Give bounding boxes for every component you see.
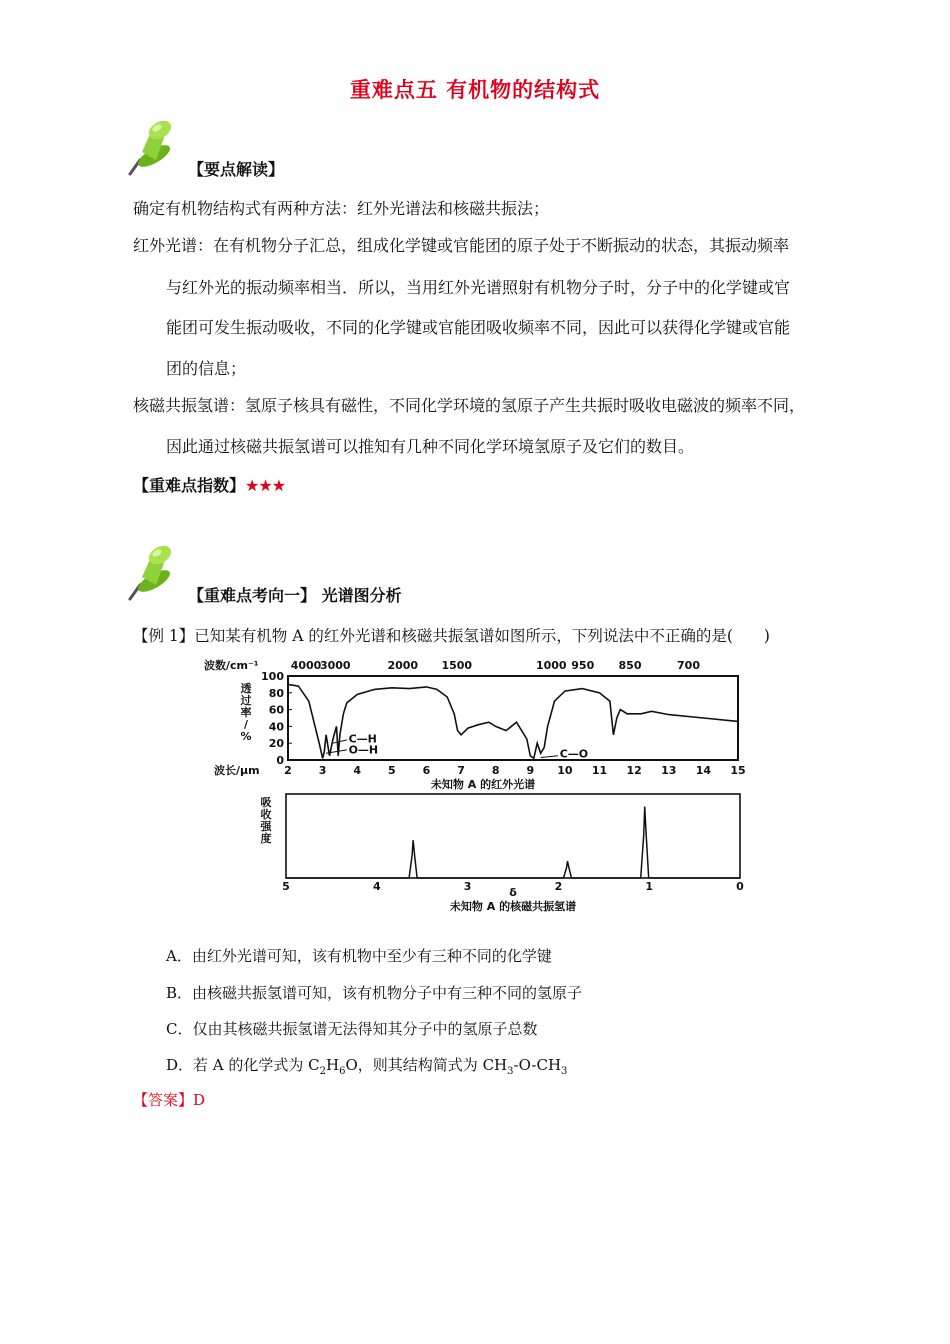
section-heading-key-points: 【要点解读】 xyxy=(188,160,285,179)
ir-top-tick-label: 950 xyxy=(571,659,595,672)
ir-x-tick-label: 5 xyxy=(388,764,396,777)
ir-x-tick-label: 6 xyxy=(422,764,431,777)
difficulty-stars: ★★★ xyxy=(245,476,286,495)
ir-y-tick-label: 20 xyxy=(268,737,284,751)
pushpin-icon xyxy=(122,541,182,601)
option-d-sub: 3 xyxy=(561,1066,568,1077)
ir-top-tick-label: 4000 xyxy=(290,659,322,672)
option-d-sub: 2 xyxy=(319,1066,327,1077)
ir-annotation-co: C—O xyxy=(559,747,589,761)
ir-top-tick-label: 3000 xyxy=(319,659,351,672)
page-title: 重难点五 有机物的结构式 xyxy=(349,78,601,102)
ir-y-axis-label-char: 透 xyxy=(240,682,252,695)
ir-top-axis-label: 波数/cm⁻¹ xyxy=(204,659,259,672)
ir-y-axis-label-char: 过 xyxy=(240,694,252,707)
difficulty-label: 【重难点指数】 xyxy=(133,476,246,495)
ir-x-tick-label: 12 xyxy=(626,764,642,777)
option-d-sub: 6 xyxy=(339,1066,346,1077)
ir-text-line: 与红外光的振动频率相当．所以，当用红外光谱照射有机物分子时，分子中的化学键或官 xyxy=(166,278,791,297)
ir-y-axis-label-char: / xyxy=(243,718,249,731)
ir-x-tick-label: 14 xyxy=(695,764,712,777)
option-d-text: O，则其结构简式为 CH xyxy=(345,1056,508,1074)
ir-y-axis-label-char: 率 xyxy=(240,706,252,719)
ir-y-tick-label: 80 xyxy=(268,686,284,700)
option-d-text: D．若 A 的化学式为 C xyxy=(166,1056,320,1074)
ir-x-tick-label: 11 xyxy=(591,764,608,777)
ir-y-tick-label: 100 xyxy=(261,670,284,683)
option-c: C．仅由其核磁共振氢谱无法得知其分子中的氢原子总数 xyxy=(166,1020,538,1038)
ir-y-axis-label-char: % xyxy=(240,730,252,743)
nmr-text-line: 因此通过核磁共振氢谱可以推知有几种不同化学环境氢原子及它们的数目。 xyxy=(166,437,695,456)
intro-text: 确定有机物结构式有两种方法：红外光谱法和核磁共振法； xyxy=(133,199,550,218)
option-d xyxy=(166,1054,567,1077)
option-d-text: -O-CH xyxy=(513,1056,562,1074)
option-d-sub: 3 xyxy=(507,1066,514,1077)
nmr-x-tick-label: 1 xyxy=(645,880,654,893)
nmr-spectrum-line xyxy=(286,807,740,878)
ir-x-tick-label: 4 xyxy=(353,764,362,777)
ir-x-tick-label: 7 xyxy=(457,764,465,777)
ir-x-tick-label: 2 xyxy=(284,764,292,777)
ir-top-tick-label: 1500 xyxy=(441,659,473,672)
difficulty-rating xyxy=(133,473,285,496)
answer-label: 【答案】 xyxy=(133,1091,194,1109)
ir-annotation-ch: C—H xyxy=(348,732,377,746)
nmr-x-tick-label: 3 xyxy=(463,880,472,893)
ir-top-tick-label: 2000 xyxy=(387,659,419,672)
nmr-text-line: 核磁共振氢谱：氢原子核具有磁性，不同化学环境的氢原子产生共振时吸收电磁波的频率不同， xyxy=(133,396,806,415)
option-d-text: H xyxy=(326,1056,340,1074)
ir-text-line: 团的信息； xyxy=(166,359,247,378)
nmr-y-axis-label-char: 收 xyxy=(260,808,272,821)
nmr-x-tick-label: 4 xyxy=(372,880,381,893)
ir-y-tick-label: 60 xyxy=(268,703,284,717)
ir-annotation-oh: O—H xyxy=(348,743,379,757)
ir-text-line: 红外光谱：在有机物分子汇总，组成化学键或官能团的原子处于不断振动的状态，其振动频率 xyxy=(133,236,790,255)
ir-annotation-leader xyxy=(541,756,558,758)
ir-x-tick-label: 13 xyxy=(661,764,677,777)
question-text: 【例 1】已知某有机物 A 的红外光谱和核磁共振氢谱如图所示，下列说法中不正确的是( ) xyxy=(133,627,770,645)
nmr-y-axis-label-char: 度 xyxy=(260,832,272,845)
nmr-x-tick-label: 5 xyxy=(282,880,290,893)
ir-text-line: 能团可发生振动吸收，不同的化学键或官能团吸收频率不同，因此可以获得化学键或官能 xyxy=(166,318,791,337)
section-heading-spectrum: 【重难点考向一】 光谱图分析 xyxy=(188,586,402,605)
ir-top-tick-label: 1000 xyxy=(535,659,567,672)
ir-x-axis-label: 波长/μm xyxy=(214,764,260,777)
answer-line xyxy=(133,1089,205,1110)
nmr-x-tick-label: 0 xyxy=(736,880,744,893)
pushpin-icon xyxy=(122,116,182,176)
option-b: B．由核磁共振氢谱可知，该有机物分子中有三种不同的氢原子 xyxy=(166,984,583,1002)
nmr-x-axis-label: δ xyxy=(509,886,517,899)
ir-x-tick-label: 10 xyxy=(557,764,573,777)
ir-x-tick-label: 3 xyxy=(318,764,327,777)
ir-chart-title: 未知物 A 的红外光谱 xyxy=(430,778,536,791)
nmr-x-tick-label: 2 xyxy=(554,880,563,893)
ir-x-tick-label: 8 xyxy=(491,764,500,777)
ir-x-tick-label: 15 xyxy=(730,764,746,777)
ir-x-tick-label: 9 xyxy=(526,764,535,777)
ir-top-tick-label: 700 xyxy=(677,659,700,672)
ir-spectrum-chart xyxy=(200,652,760,792)
nmr-y-axis-label-char: 吸 xyxy=(260,796,272,809)
option-a: A．由红外光谱可知，该有机物中至少有三种不同的化学键 xyxy=(166,947,552,965)
ir-y-tick-label: 40 xyxy=(268,720,284,734)
nmr-plot-frame xyxy=(286,794,740,878)
answer-value: D xyxy=(193,1091,206,1109)
nmr-chart-title: 未知物 A 的核磁共振氢谱 xyxy=(449,900,577,913)
nmr-spectrum-chart xyxy=(200,788,760,918)
ir-top-tick-label: 850 xyxy=(618,659,642,672)
ir-y-tick-label: 0 xyxy=(276,754,284,767)
nmr-y-axis-label-char: 强 xyxy=(260,820,272,833)
